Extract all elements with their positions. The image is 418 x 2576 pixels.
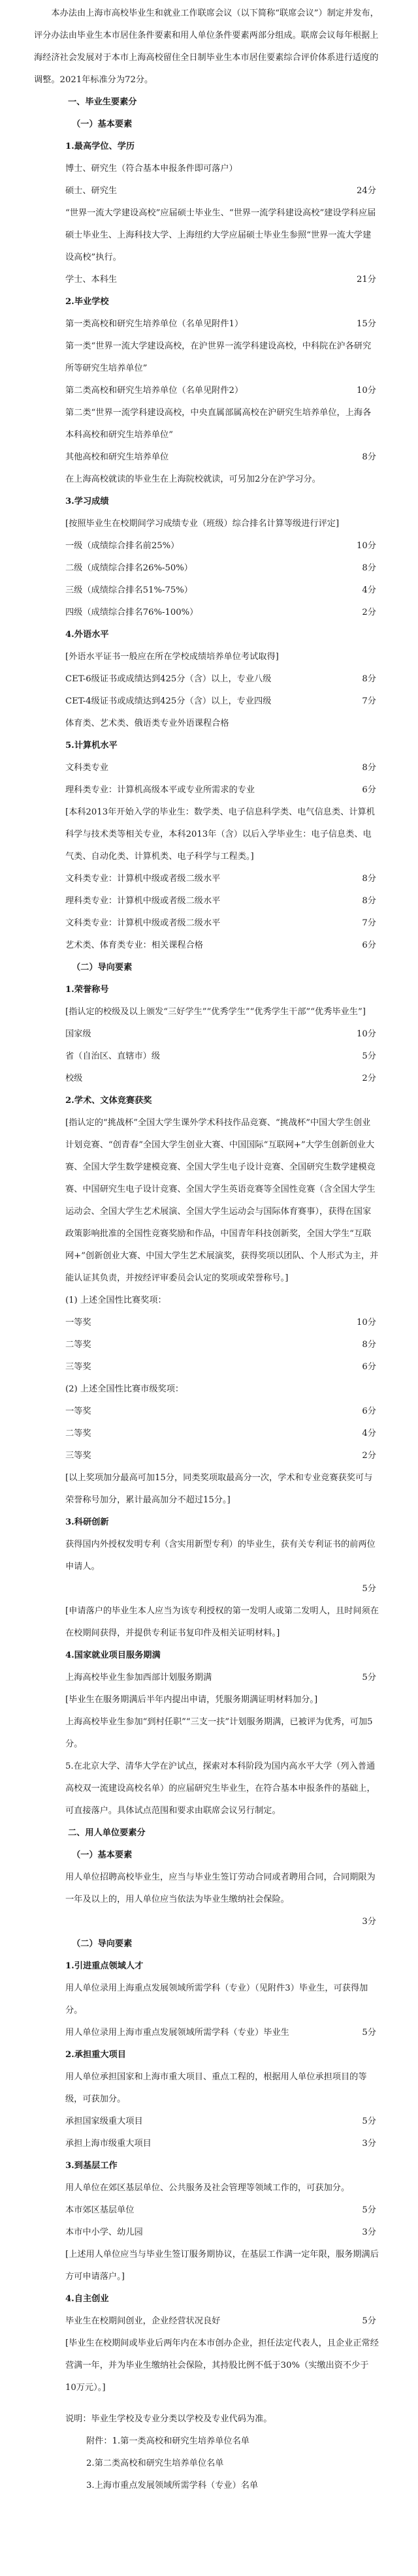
row-points: 4分: [362, 585, 376, 595]
score-row: [34, 779, 379, 801]
row-points: 5分: [362, 1584, 376, 1594]
paragraph: [上述用人单位应当与毕业生签订服务期协议，在基层工作满一定年限，服务期满后方可申请落户。]: [65, 2250, 379, 2282]
paragraph: 在上海高校就读的毕业生在上海院校就读，可另加2分在沪学习分。: [65, 474, 321, 484]
row-points: 7分: [362, 918, 376, 928]
row-points: 8分: [362, 563, 376, 573]
score-row: [34, 1667, 379, 1689]
row-label: 本市中小学、幼儿园: [65, 2227, 143, 2237]
attachment-item: 附件：1.第一类高校和研究生培养单位名单: [86, 2436, 249, 2446]
score-row: [34, 868, 379, 890]
row-label: 毕业生在校期间创业，企业经营状况良好: [65, 2316, 221, 2326]
row-points: 2分: [362, 1074, 376, 1083]
row-label: 文科类专业: [65, 763, 108, 773]
score-row: [34, 2133, 379, 2155]
item-heading: 5.计算机水平: [65, 741, 118, 751]
subsection-heading: （一）基本要素: [72, 119, 133, 129]
item-heading: 4.外语水平: [65, 630, 109, 640]
row-points: 5分: [362, 2117, 376, 2126]
row-label: 艺术类、体育类专业：相关课程合格: [65, 940, 203, 950]
score-row: [34, 313, 379, 335]
row-label: CET-6级证书或成绩达到425分（含）以上，专业八级: [65, 674, 272, 684]
row-label: 上海高校毕业生参加西部计划服务期满: [65, 1673, 212, 1683]
score-row: [34, 380, 379, 402]
row-label: 理科类专业：计算机高级本平或专业所需求的专业: [65, 785, 255, 795]
score-row: [34, 580, 379, 602]
row-label: 校级: [65, 1074, 83, 1083]
row-points: 24分: [357, 186, 376, 196]
row-points: 6分: [362, 1406, 376, 1416]
row-points: 5分: [362, 1051, 376, 1061]
row-points: 3分: [362, 2227, 376, 2237]
paragraph: 用人单位招聘高校毕业生，应当与毕业生签订劳动合同或者聘用合同，合同期限为一年及以上的，用人单位应当依法为毕业生缴纳社会保险。: [65, 1872, 376, 1904]
score-row: [34, 1911, 379, 1933]
row-points: 5分: [362, 2205, 376, 2215]
row-label: 一级（成绩综合排名前25%）: [65, 541, 180, 551]
subsection-heading: （一）基本要素: [72, 1850, 133, 1860]
row-label: 硕士、研究生: [65, 186, 118, 196]
score-row: [34, 935, 379, 957]
row-points: 6分: [362, 1362, 376, 1372]
row-label: 第二类高校和研究生培养单位（名单见附件2）: [65, 386, 244, 396]
score-row: [34, 890, 379, 912]
row-label: 四级（成绩综合排名76%-100%）: [65, 608, 199, 617]
item-heading: 3.到基层工作: [65, 2161, 118, 2171]
row-points: 10分: [357, 541, 376, 551]
item-heading: 1.引进重点领域人才: [65, 1961, 144, 1971]
paragraph: 第二类“世界一流学科建设高校，中央直属部属高校在沪研究生培养单位，上海各本科高校和研究生培养单位”: [65, 408, 372, 440]
score-row: [34, 1023, 379, 1046]
score-row: [34, 691, 379, 713]
subsection-heading: （二）导向要素: [72, 1939, 133, 1949]
paragraph: [毕业生在服务期满后半年内提出申请，凭服务期满证明材料加分。]: [65, 1695, 318, 1705]
score-row: [34, 269, 379, 291]
row-points: 3分: [362, 1917, 376, 1927]
row-points: 10分: [357, 386, 376, 396]
paragraph: 获得国内外授权发明专利（含实用新型专利）的毕业生，获有关专利证书的前两位申请人。: [65, 1540, 376, 1572]
row-points: 10分: [357, 1318, 376, 1327]
paragraph: 说明：毕业生学校及专业分类以学校及专业代码为准。: [65, 2414, 272, 2424]
row-points: [376, 158, 379, 180]
row-label: 文科类专业：计算机中级或者级二级水平: [65, 918, 221, 928]
row-label: 用人单位录用上海市重点发展领域所需学科（专业）毕业生: [65, 2028, 289, 2038]
paragraph: [本科2013年开始入学的毕业生：数学类、电子信息科学类、电气信息类、计算机科学与技术类等相关专业，本科2013年（含）以后入学毕业生：电子信息类、电气类、自动化类、计算机类、电子科学与工程类。]: [65, 807, 375, 861]
row-label: 二级（成绩综合排名26%-50%）: [65, 563, 193, 573]
row-label: 一等奖: [65, 1406, 91, 1416]
paragraph: 体育类、艺术类、俄语类专业外语课程合格: [65, 719, 229, 728]
score-row: [34, 668, 379, 691]
row-points: 2分: [362, 608, 376, 617]
paragraph: 用人单位录用上海重点发展领域所需学科（专业）（见附件3）毕业生，可获得加分。: [65, 1983, 368, 2015]
score-row: [34, 602, 379, 624]
paragraph: [毕业生在校期间或毕业后两年内在本市创办企业，担任法定代表人，且企业正常经营满一年，并为毕业生缴纳社会保险，其持股比例不低于30%（实缴出资不少于10万元）。]: [65, 2338, 379, 2393]
item-heading: 1.最高学位、学历: [65, 142, 135, 151]
score-row: [34, 2310, 379, 2333]
score-row: [34, 557, 379, 580]
section-heading: 二、用人单位要素分: [68, 1828, 146, 1838]
row-points: 5分: [362, 2316, 376, 2326]
row-label: CET-4级证书或成绩达到425分（含）以上，专业四级: [65, 696, 272, 706]
row-label: 第一类高校和研究生培养单位（名单见附件1）: [65, 319, 244, 329]
row-label: 理科类专业：计算机中级或者级二级水平: [65, 896, 221, 906]
row-label: 博士、研究生（符合基本申报条件即可落户）: [65, 164, 238, 174]
item-heading: 3.科研创新: [65, 1517, 109, 1527]
row-points: 21分: [357, 275, 376, 285]
item-heading: 4.自主创业: [65, 2294, 109, 2304]
item-heading: 1.荣誉称号: [65, 985, 109, 995]
row-points: 8分: [362, 1340, 376, 1350]
row-points: 8分: [362, 874, 376, 884]
paragraph: [指认定的“挑战杯”全国大学生课外学术科技作品竞赛、“挑战杯”中国大学生创业计划竞赛、“创青春”全国大学生创业大赛、中国国际“互联网+”大学生创新创业大赛、全国大学生数学建模竞赛、全国大学生电子设计竞赛、全国研究生数学建模竞赛、中国研究生电子设计竞赛、全国大学生英语竞赛等全国性竞赛（含全国大学生运动会、全国大学生艺术展演、全国大学生运动会与国际体育赛事），获得在国家政策影响批准的全国性竞赛奖励和作品，中国青年科技创新奖，全国大学生“互联网+”创新创业大赛、中国大学生艺术展演奖，获得奖项以团队、个人形式为主，并能认证其负责，并按经评审委员会认定的奖项或荣誉称号。]: [65, 1118, 379, 1283]
paragraph: “世界一流大学建设高校”应届硕士毕业生、“世界一流学科建设高校”建设学科应届硕士毕业生、上海科技大学、上海纽约大学应届硕士毕业生参照“世界一流大学建设高校”执行。: [65, 208, 376, 262]
item-heading: 2.毕业学校: [65, 297, 109, 307]
score-row: [34, 1046, 379, 1068]
spacer: [34, 2399, 379, 2408]
row-points: 8分: [362, 763, 376, 773]
score-row: [34, 2022, 379, 2044]
subsection-heading: （二）导向要素: [72, 963, 133, 972]
row-label: 承担上海市级重大项目: [65, 2139, 152, 2149]
paragraph: [按照毕业生在校期间学习成绩专业（班级）综合排名计算等级进行评定]: [65, 519, 340, 529]
row-label: 承担国家级重大项目: [65, 2117, 143, 2126]
score-row: [34, 912, 379, 935]
paragraph: [以上奖项加分最高可加15分，同类奖项取最高分一次，学术和专业竞赛获奖可与荣誉称号加分，累计最高加分不超过15分。]: [65, 1473, 373, 1505]
score-row: [34, 1445, 379, 1467]
row-label: 二等奖: [65, 1340, 91, 1350]
score-row: [34, 757, 379, 779]
row-label: 其他高校和研究生培养单位: [65, 452, 169, 462]
attachment-item: 3.上海市重点发展领域所需学科（专业）名单: [86, 2481, 259, 2491]
paragraph: [申请落户的毕业生本人应当为该专利授权的第一发明人或第二发明人，且时间须在在校期间获得，并提供专利证书复印件及相关证明材料。]: [65, 1606, 379, 1638]
item-heading: 3.学习成绩: [65, 497, 109, 506]
score-row: [34, 2111, 379, 2133]
row-points: 7分: [362, 696, 376, 706]
score-row: [34, 158, 379, 180]
paragraph: [指认定的校级及以上颁发“三好学生”“优秀学生”“优秀学生干部”“优秀毕业生”]: [65, 1007, 366, 1017]
row-points: 8分: [362, 896, 376, 906]
row-label: 省（自治区、直辖市）级: [65, 1051, 161, 1061]
row-points: 8分: [362, 674, 376, 684]
score-row: [34, 1334, 379, 1356]
row-points: 2分: [362, 1451, 376, 1461]
attachment-item: 2.第二类高校和研究生培养单位名单: [86, 2459, 224, 2468]
item-heading: 2.承担重大项目: [65, 2050, 126, 2060]
paragraph: [外语水平证书一般应在所在学校成绩培养单位考试取得]: [65, 652, 279, 662]
score-row: [34, 446, 379, 469]
row-points: 5分: [362, 1673, 376, 1683]
score-row: [34, 535, 379, 557]
row-points: 10分: [357, 1029, 376, 1039]
row-points: 6分: [362, 940, 376, 950]
score-row: [34, 1423, 379, 1445]
score-row: [34, 1312, 379, 1334]
row-points: 5分: [362, 2028, 376, 2038]
paragraph: 用人单位在郊区基层单位、公共服务及社会管理等领域工作的，可获加分。: [65, 2183, 350, 2193]
paragraph: (1) 上述全国性比赛奖项：: [65, 1296, 167, 1305]
row-points: 15分: [357, 319, 376, 329]
score-row: [34, 1401, 379, 1423]
score-row: [34, 2199, 379, 2222]
row-points: 8分: [362, 452, 376, 462]
section-heading: 一、毕业生要素分: [68, 97, 137, 107]
row-label: 三等奖: [65, 1451, 91, 1461]
item-heading: 4.国家就业项目服务期满: [65, 1651, 161, 1660]
intro: [34, 0, 379, 91]
score-row: [34, 180, 379, 202]
row-label: 二等奖: [65, 1429, 91, 1438]
row-points: 3分: [362, 2139, 376, 2149]
score-row: [34, 1356, 379, 1378]
paragraph: (2) 上述全国性比赛市级奖项：: [65, 1384, 184, 1394]
row-label: 文科类专业：计算机中级或者级二级水平: [65, 874, 221, 884]
paragraph: 上海高校毕业生参加“到村任职”“三支一扶”计划服务期满，已被评为优秀，可加5分。: [65, 1717, 373, 1749]
score-row: [34, 2222, 379, 2244]
score-row: [34, 1578, 379, 1600]
paragraph: 第一类“世界一流大学建设高校，在沪世界一流学科建设高校，中科院在沪各研究所等研究生培养单位”: [65, 341, 372, 373]
row-points: 6分: [362, 785, 376, 795]
item-heading: 2.学术、文体竞赛获奖: [65, 1096, 152, 1106]
row-points: 4分: [362, 1429, 376, 1438]
score-row: [34, 1068, 379, 1090]
row-label: 三级（成绩综合排名51%-75%）: [65, 585, 193, 595]
row-label: 三等奖: [65, 1362, 91, 1372]
row-label: 一等奖: [65, 1318, 91, 1327]
row-label: 学士、本科生: [65, 275, 118, 285]
row-label: 本市郊区基层单位: [65, 2205, 135, 2215]
row-label: 国家级: [65, 1029, 91, 1039]
intro-paragraph: 本办法由上海市高校毕业生和就业工作联席会议（以下简称“联席会议”）制定并发布，评分办法由毕业生本市居住条件要素和用人单位条件要素两部分组成。联席会议每年根据上海经济社会发展对于本市上海高校留住全日制毕业生本市居住要素综合评价体系进行适度的调整。2021年标准分为72分。: [34, 8, 379, 85]
paragraph: 5.在北京大学、清华大学在沪试点，探索对本科阶段为国内高水平大学（列入普通高校双一流建设高校名单）的应届研究生毕业生，在符合基本申报条件的基础上，可直接落户。具体试点范围和要求由联席会议另行制定。: [65, 1761, 376, 1816]
paragraph: 用人单位承担国家和上海市重大项目、重点工程的，根据用人单位承担项目的等级，可获加分。: [65, 2072, 367, 2104]
content: [34, 91, 379, 2497]
